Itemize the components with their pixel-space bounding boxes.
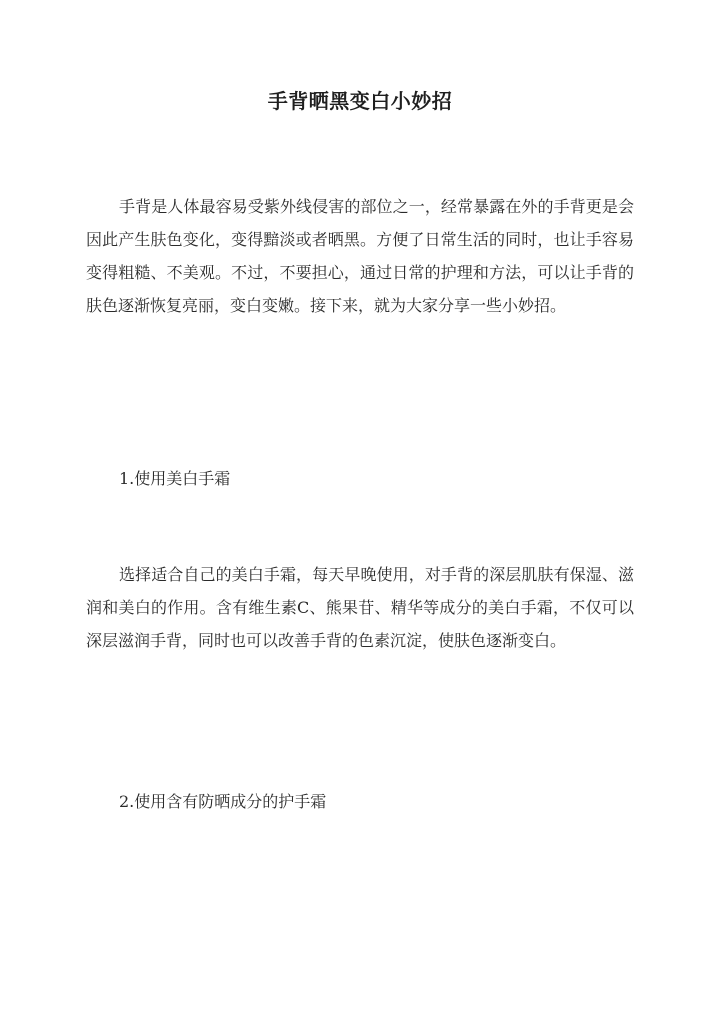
intro-paragraph: 手背是人体最容易受紫外线侵害的部位之一，经常暴露在外的手背更是会因此产生肤色变化，变得黯淡或者晒黑。方便了日常生活的同时，也让手容易变得粗糙、不美观。不过，不要担心，通过日常的护理和方法，可以让手背的肤色逐渐恢复亮丽，变白变嫩。接下来，就为大家分享一些小妙招。: [86, 197, 634, 315]
section-heading-1: 1.使用美白手霜: [119, 469, 231, 488]
section-body-1: 选择适合自己的美白手霜，每天早晚使用，对手背的深层肌肤有保湿、滋润和美白的作用。含有维生素C、熊果苷、精华等成分的美白手霜，不仅可以深层滋润手背，同时也可以改善手背的色素沉淀，使肤色逐渐变白。: [86, 565, 634, 650]
section-heading-2: 2.使用含有防晒成分的护手霜: [119, 792, 327, 811]
page-title: 手背晒黑变白小妙招: [267, 89, 453, 113]
